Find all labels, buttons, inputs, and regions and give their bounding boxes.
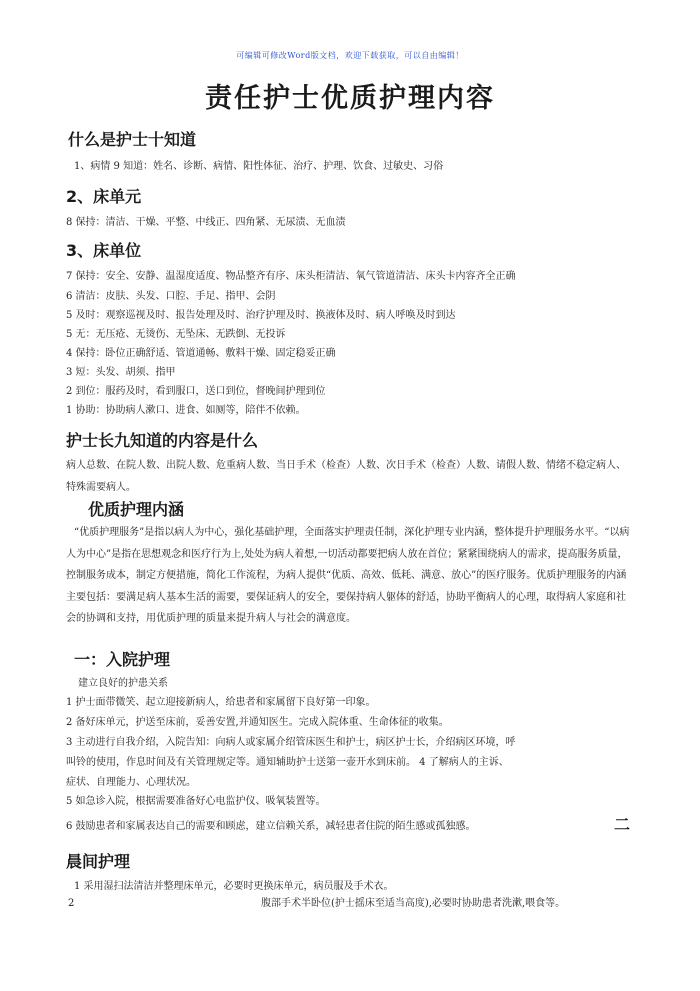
- heading-nurse-ten-know: 什么是护士十知道: [68, 130, 197, 149]
- text-line: 6 鼓励患者和家属表达自己的需要和顾虑，建立信赖关系，减轻患者住院的陌生感或孤独感。: [66, 821, 476, 832]
- paragraph: 病人总数、在院人数、出院人数、危重病人数、当日手术（检查）人数、次日手术（检查）人数、请假人数、情绪不稳定病人、特殊需要病人。: [66, 460, 626, 493]
- text-line: 5 无：无压疮、无烫伤、无坠床、无跌倒、无投诉: [66, 329, 286, 340]
- text-line-number: 2: [68, 898, 75, 909]
- text-line: 1 护士面带微笑、起立迎接新病人，给患者和家属留下良好第一印象。: [66, 697, 376, 708]
- text-line: 4 保持：卧位正确舒适、管道通畅、敷料干燥、固定稳妥正确: [66, 348, 336, 359]
- text-line: 2 备好床单元，护送至床前，妥善安置,并通知医生。完成入院体重、生命体征的收集。: [66, 717, 449, 728]
- paragraph: “优质护理服务”是指以病人为中心，强化基础护理，全面落实护理责任制，深化护理专业内涵，整体提升护理服务水平。“以病人为中心”是指在思想观念和医疗行为上,处处为病人着想,一切活动都要把病人放在首位；紧紧围绕病人的需求，提高服务质量，控制服务成本，制定方便措施，简化工作流程，为病人提供“优质、高效、低耗、满意、放心”的医疗服务。优质护理服务的内涵主要包括：要满足病人基本生活的需要，要保证病人的安全，要保持病人躯体的舒适，协助平衡病人的心理，取得病人家庭和社会的协调和支持，用优质护理的质量来提升病人与社会的满意度。: [66, 527, 630, 625]
- text-line: 腹部手术半卧位(护士摇床至适当高度),必要时协助患者洗漱,喂食等。: [261, 898, 566, 909]
- text-line: 1、病情 9 知道：姓名、诊断、病情、阳性体征、治疗、护理、饮食、过敏史、习俗: [74, 161, 444, 172]
- heading-head-nurse-nine-know: 护士长九知道的内容是什么: [66, 431, 259, 450]
- heading-bed-place: 3、床单位: [66, 241, 142, 260]
- heading-admission-care: 一：入院护理: [74, 650, 171, 669]
- top-note: 可编辑可修改Word版文档，欢迎下载获取，可以自由编辑！: [236, 51, 464, 60]
- text-line: 3 短：头发、胡须、指甲: [66, 367, 176, 378]
- text-line: 5 如急诊入院，根据需要准备好心电监护仪、吸氧装置等。: [66, 796, 326, 807]
- page-title: 责任护士优质护理内容: [205, 83, 495, 114]
- text-line: 7 保持：安全、安静、温湿度适度、物品整齐有序、床头柜清洁、氧气管道清洁、床头卡内容齐全正确: [66, 271, 516, 282]
- text-line: 1 采用湿扫法清洁并整理床单元，必要时更换床单元，病员服及手术衣。: [74, 881, 394, 892]
- heading-quality-care: 优质护理内涵: [88, 500, 185, 519]
- heading-bed-unit: 2、床单元: [66, 187, 142, 206]
- text-line: 8 保持：清洁、干燥、平整、中线正、四角紧、无尿渍、无血渍: [66, 217, 346, 228]
- text-line: 5 及时：观察巡视及时、报告处理及时、治疗护理及时、换液体及时、病人呼唤及时到达: [66, 310, 456, 321]
- heading-morning-care: 晨间护理: [66, 852, 131, 871]
- text-line: 2 到位：服药及时，看到服口，送口到位，督晚间护理到位: [66, 386, 326, 397]
- text-line: 6 清洁：皮肤、头发、口腔、手足、指甲、会阴: [66, 291, 276, 302]
- section-marker: 二: [614, 815, 631, 834]
- text-line: 叫铃的使用，作息时间及有关管理规定等。通知辅助护士送第一壶开水到床前。 4 了解病人的主诉、: [66, 757, 509, 768]
- text-line: 建立良好的护患关系: [78, 678, 168, 689]
- text-line: 3 主动进行自我介绍，入院告知：向病人或家属介绍管床医生和护士，病区护士长，介绍病区环境，呼: [66, 737, 516, 748]
- text-line: 症状、自理能力、心理状况。: [66, 777, 196, 788]
- text-line: 1 协助：协助病人漱口、进食、如厕等，陪伴不依赖。: [66, 405, 306, 416]
